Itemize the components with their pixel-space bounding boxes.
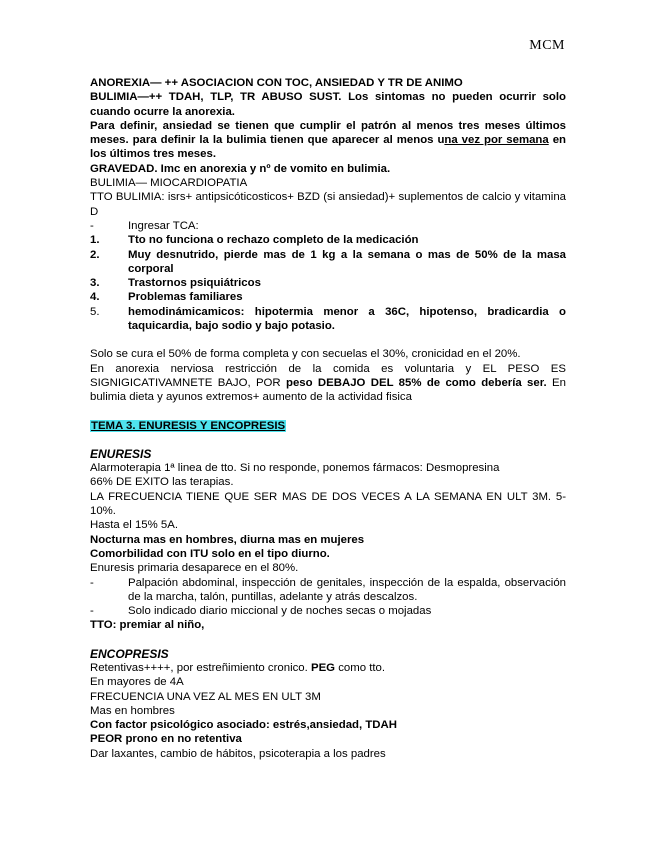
- anorexia-line: ANOREXIA— ++ ASOCIACION CON TOC, ANSIEDAD Y TR DE ANIMO: [90, 77, 463, 89]
- list-number: 4.: [90, 291, 100, 304]
- gravedad-line: GRAVEDAD. Imc en anorexia y nº de vomito en bulimia.: [90, 162, 391, 175]
- anorexia-nerviosa-bold: peso DEBAJO DEL 85% de como debería ser.: [286, 376, 547, 389]
- dash-bullet: -: [90, 219, 94, 232]
- ingresar-tca-title: Ingresar TCA:: [128, 219, 199, 232]
- ingresar-tca-heading: [90, 219, 566, 233]
- list-text: Problemas familiares: [128, 291, 243, 304]
- bulimia-paragraph: [90, 90, 566, 119]
- list-item: [90, 233, 566, 247]
- enuresis-line: Comorbilidad con ITU solo en el tipo diurno.: [90, 547, 330, 560]
- enuresis-line: 66% DE EXITO las terapias.: [90, 476, 234, 489]
- encopresis-line: En mayores de 4A: [90, 676, 184, 689]
- encopresis-line: FRECUENCIA UNA VEZ AL MES EN ULT 3M: [90, 690, 321, 703]
- enuresis-line: Enuresis primaria desaparece en el 80%.: [90, 562, 299, 575]
- enuresis-line: LA FRECUENCIA TIENE QUE SER MAS DE DOS VECES A LA SEMANA EN ULT 3M. 5-10%.: [90, 490, 566, 518]
- list-text: Trastornos psiquiátricos: [128, 277, 261, 290]
- bulimia-rest: Los sintomas no pueden ocurrir solo cuando ocurre la anorexia.: [90, 91, 566, 118]
- anorexia-nerviosa-end: En bulimia dieta y ayunos extremos+ aumento de la actividad fisica: [90, 376, 566, 404]
- list-text-rest: hipotermia menor a 36C, hipotenso, bradicardia o taquicardia, bajo sodio y bajo potasio.: [128, 305, 566, 333]
- tema-heading: TEMA 3. ENURESIS Y ENCOPRESIS: [91, 419, 286, 432]
- list-number: 5.: [90, 305, 100, 318]
- tto-bulimia: TTO BULIMIA: isrs+ antipsicóticosticos+ BZD (si ansiedad)+ suplementos de calcio y vitamina D: [90, 191, 566, 218]
- bulimia-miocardiopatia: BULIMIA— MIOCARDIOPATIA: [90, 177, 248, 190]
- list-number: 2.: [90, 248, 100, 261]
- definition-text: Para definir, ansiedad se tienen que cumplir el patrón al menos tres meses últimos meses. para definir la la bulimia tienen que aparecer al menos u: [90, 119, 566, 147]
- enuresis-line: Nocturna mas en hombres, diurna mas en mujeres: [90, 533, 365, 546]
- bulimia-bold: BULIMIA—++ TDAH, TLP, TR ABUSO SUST.: [90, 91, 342, 104]
- encopresis-line: [90, 661, 566, 675]
- list-item: [90, 248, 566, 277]
- encopresis-text: Retentivas++++, por estreñimiento cronico.: [90, 661, 311, 674]
- dash-bullet: -: [90, 605, 94, 618]
- encopresis-line: PEOR prono en no retentiva: [90, 733, 242, 746]
- enuresis-line: Hasta el 15% 5A.: [90, 519, 179, 532]
- encopresis-text-end: como tto.: [335, 661, 386, 674]
- list-number: 1.: [90, 234, 100, 247]
- list-item: [90, 276, 566, 290]
- anorexia-nerviosa-paragraph: [90, 362, 566, 405]
- encopresis-line: Con factor psicológico asociado: estrés,ansiedad, TDAH: [90, 719, 397, 732]
- encopresis-heading: ENCOPRESIS: [90, 646, 169, 661]
- enuresis-bullet: [90, 576, 566, 605]
- list-text: [128, 305, 566, 334]
- enuresis-tto: TTO: premiar al niño,: [90, 619, 205, 632]
- enuresis-bullet-text: Solo indicado diario miccional y de noches secas o mojadas: [128, 605, 432, 618]
- document-body: [90, 76, 566, 761]
- definition-underlined: na vez por semana: [444, 134, 549, 147]
- definition-end: en los últimos tres meses.: [90, 134, 566, 161]
- encopresis-line: Mas en hombres: [90, 704, 175, 717]
- definition-paragraph: [90, 119, 566, 162]
- list-item: [90, 305, 566, 334]
- enuresis-heading: ENURESIS: [90, 446, 152, 461]
- dash-bullet: -: [90, 576, 94, 589]
- anorexia-nerviosa-text: En anorexia nerviosa restricción de la comida es voluntaria y EL PESO ES SIGNIGICATIVAMNETE BAJO, POR: [90, 362, 566, 389]
- list-text: Tto no funciona o rechazo completo de la medicación: [128, 234, 419, 247]
- list-item: [90, 290, 566, 304]
- header-initials: MCM: [529, 38, 565, 53]
- cura-line: Solo se cura el 50% de forma completa y con secuelas el 30%, cronicidad en el 20%.: [90, 348, 521, 361]
- list-number: 3.: [90, 277, 100, 290]
- enuresis-bullet: [90, 604, 566, 618]
- encopresis-line: Dar laxantes, cambio de hábitos, psicoterapia a los padres: [90, 747, 386, 760]
- list-text: Muy desnutrido, pierde mas de 1 kg a la semana o mas de 50% de la masa corporal: [128, 248, 566, 275]
- tema-heading-wrap: [90, 419, 566, 433]
- encopresis-peg: PEG: [310, 661, 336, 674]
- list-text-bold: hemodinámicamicos:: [128, 305, 245, 318]
- enuresis-bullet-text: Palpación abdominal, inspección de genitales, inspección de la espalda, observación de la marcha, talón, puntillas, adelante y atrás descalzos.: [128, 576, 566, 603]
- enuresis-line: Alarmoterapia 1ª linea de tto. Si no responde, ponemos fármacos: Desmopresina: [90, 462, 500, 475]
